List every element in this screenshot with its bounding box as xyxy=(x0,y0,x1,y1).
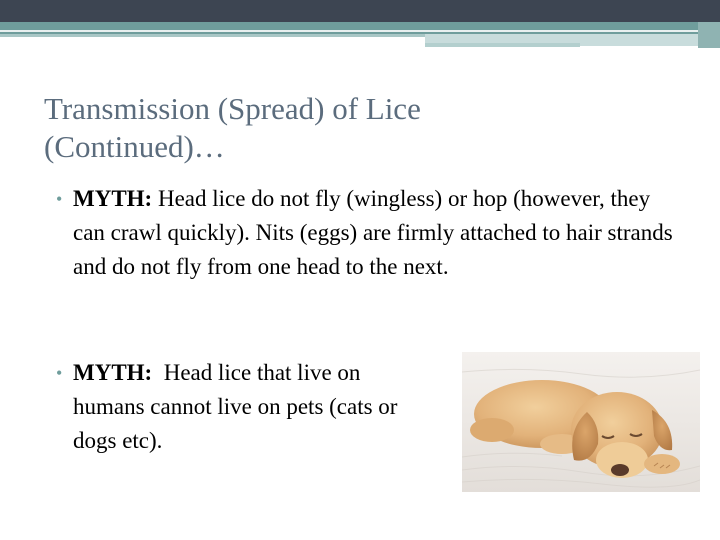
bullet-label: MYTH: xyxy=(73,360,153,385)
slide-title-line-2: (Continued)… xyxy=(44,129,225,164)
bullet-dot-icon: • xyxy=(56,189,63,209)
bullet-dot-icon: • xyxy=(56,363,63,383)
bullet-label: MYTH: xyxy=(73,186,153,211)
slide-title xyxy=(44,90,664,166)
puppy-nose xyxy=(611,464,629,476)
header-divider-line xyxy=(0,30,720,32)
bullet-item-1 xyxy=(56,182,683,284)
header-band-teal xyxy=(0,22,720,34)
bullet-text: Head lice that live on humans cannot live on pets (cats or dogs etc). xyxy=(73,360,398,453)
header-band-edge xyxy=(698,22,720,48)
slide-title-line-1: Transmission (Spread) of Lice xyxy=(44,91,421,126)
sleeping-puppy-photo xyxy=(462,352,700,492)
header-band-dark xyxy=(0,0,720,22)
bullet-text: Head lice do not fly (wingless) or hop (however, they can crawl quickly). Nits (eggs) are firmly attached to hair strands and do not fly from one head to the next. xyxy=(73,186,673,279)
bullet-item-2 xyxy=(56,356,403,458)
header-band-step-line xyxy=(425,43,580,47)
